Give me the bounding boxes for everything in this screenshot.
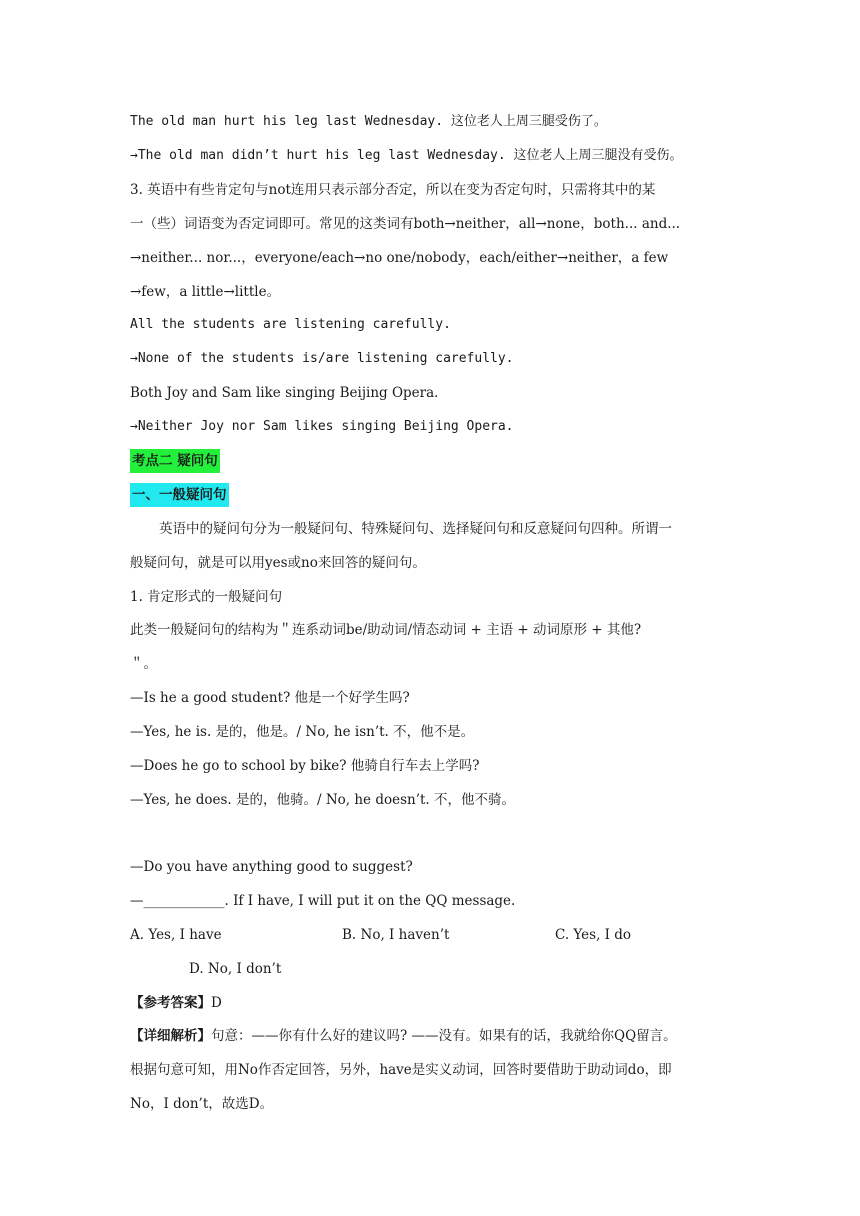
section-heading — [130, 451, 220, 471]
text-line: Both Joy and Sam like singing Beijing Opera. — [130, 385, 439, 401]
text-line: →None of the students is/are listening carefully. — [130, 351, 514, 366]
paragraph-line: 般疑问句，就是可以用yes或no来回答的疑问句。 — [130, 555, 426, 571]
subsection-heading — [130, 485, 229, 505]
text-line: →neither... nor...，everyone/each→no one/nobody，each/either→neither，a few — [130, 250, 669, 266]
text-line: All the students are listening carefully. — [130, 317, 451, 332]
question-stem: —____________. If I have, I will put it on the QQ message. — [130, 893, 516, 909]
example-line: —Is he a good student? 他是一个好学生吗? — [130, 690, 410, 706]
text-line: 3. 英语中有些肯定句与not连用只表示部分否定，所以在变为否定句时，只需将其中的某 — [130, 182, 656, 198]
text-line: The old man hurt his leg last Wednesday. 这位老人上周三腿受伤了。 — [130, 114, 607, 129]
analysis-line — [130, 1026, 677, 1046]
option-b: B. No, I haven’t — [342, 927, 450, 943]
analysis-line: No，I don’t，故选D。 — [130, 1096, 274, 1112]
analysis-text: 句意：——你有什么好的建议吗? ——没有。如果有的话，我就给你QQ留言。 — [211, 1028, 677, 1044]
text-line: →Neither Joy nor Sam likes singing Beijing Opera. — [130, 419, 514, 434]
example-line: —Does he go to school by bike? 他骑自行车去上学吗? — [130, 758, 480, 774]
analysis-label: 【详细解析】 — [130, 1028, 211, 1044]
question-stem: —Do you have anything good to suggest? — [130, 859, 413, 875]
text-line: →few，a little→little。 — [130, 284, 281, 300]
option-d: D. No, I don’t — [189, 961, 282, 977]
text-line: 一（些）词语变为否定词即可。常见的这类词有both→neither，all→none，both... and... — [130, 216, 681, 232]
analysis-line: 根据句意可知，用No作否定回答，另外，have是实义动词，回答时要借助于助动词do，即 — [130, 1062, 672, 1078]
section-heading-text: 考点二 疑问句 — [130, 449, 220, 473]
option-c: C. Yes, I do — [555, 927, 632, 943]
answer-value: D — [211, 995, 222, 1011]
structure-line: 此类一般疑问句的结构为＂连系动词be/助动词/情态动词 + 主语 + 动词原形 + 其他? — [130, 622, 642, 638]
option-a: A. Yes, I have — [130, 927, 222, 943]
paragraph-line: 英语中的疑问句分为一般疑问句、特殊疑问句、选择疑问句和反意疑问句四种。所谓一 — [159, 521, 672, 537]
text-line: →The old man didn’t hurt his leg last Wednesday. 这位老人上周三腿没有受伤。 — [130, 148, 683, 163]
example-line: —Yes, he is. 是的，他是。/ No, he isn’t. 不，他不是。 — [130, 724, 475, 740]
answer-line — [130, 993, 222, 1013]
subsection-heading-text: 一、一般疑问句 — [130, 483, 229, 507]
example-line: —Yes, he does. 是的，他骑。/ No, he doesn’t. 不，他不骑。 — [130, 792, 516, 808]
structure-line: ＂。 — [130, 656, 157, 672]
answer-label: 【参考答案】 — [130, 995, 211, 1011]
point-heading: 1. 肯定形式的一般疑问句 — [130, 589, 283, 605]
